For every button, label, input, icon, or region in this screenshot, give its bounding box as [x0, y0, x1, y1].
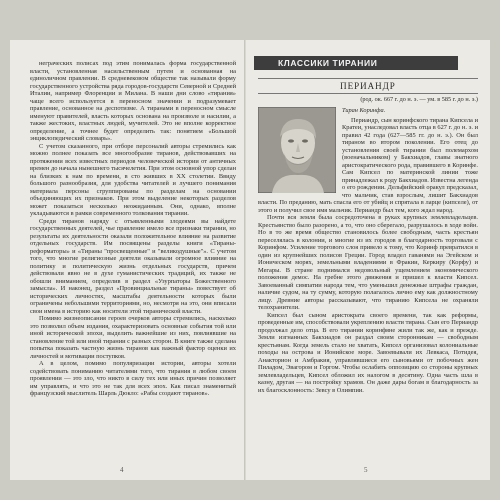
right-page-text [258, 107, 478, 394]
paragraph: Среди тиранов наряду с отъявленными злодеями вы найдете государственных деятелей, чье правление имело все признаки тирании, но результаты их деятельности оказали положительное влияние на развитие отдельных государств. Им посвящены разделы книги «Тираны-реформаторы» и «Тираны "просвещенные" и "великодушные"». С учетом того, что многие религиозные деятели оказывали огромное влияние на политику и политическую жизнь отдельных государств, причем действовали явно не в духе гуманистических традиций, их также не обошли вниманием, определив в раздел «Узурпаторы Божественного замысла». И наконец, раздел «Провинциальные тираны» повествует об исторических личностях, масштабы деятельности которых были ограничены небольшими территориями, но, несмотря на это, они вписали свои имена в историю как носители этой тиранической власти. [30, 217, 236, 315]
page-number-right: 5 [364, 466, 368, 474]
life-dates: (род. ок. 667 г. до н. э. — ум. в 585 г. до н. э.) [360, 96, 478, 103]
paragraph: С учетом сказанного, при отборе персоналий авторы стремились как можно полнее показать все многообразие тиранов, действовавших на протяжении всех известных периодов человеческой истории от античных времен до начала нынешнего тысячелетия. При этом основной упор сделан на близких к нам по времени, в сто живших в XX столетии. Ввиду большого разнообразия, для удобства читателей и лучшего понимания материала персоны сгруппированы по разделам на основании объединяющих их признаков. При этом выделение некоторых разделов может показаться несколько неожиданным. Они, однако, вполне укладываются в рамки современного толкования тирании. [30, 142, 236, 217]
portrait-bust-image [258, 107, 336, 193]
chapter-title: ПЕРИАНДР [340, 81, 396, 91]
paragraph: Периандр, сын коринфского тирана Кипсела и Кратеи, унаследовал власть отца в 627 г. до н. э. и правил 42 года (627—585 гг. до н. э.). Он был тираном во втором поколении. Его отец до установления своей тирании был полемархом (военачальником) у Бакхиадов, главы знатного аристократического рода, правившего в Коринфе. Сам Кипсел по материнской линии тоже принадлежал к роду Бакхиадов. Известна легенда о его рождении. Дельфийский оракул предсказал, что мальчик, став взрослым, лишит Бакхиадов власти. По преданию, мать спасла его от убийц и спрятала в ларце (кипселе), от этого и получил свое имя мальчик. Периандр был тем, кого ждал народ. [258, 116, 478, 214]
paragraph: Почти вся земля была сосредоточена в руках крупных землевладельцев. Крестьянство было разорено, а то, что оно сберегало, разрушалось в ходе войн. Но в то же время общество становилось более свободным, часть крестьян переселялась в колонии, и многие из их городов в благодарность торговали с Коринфом. Усиление торгового слоя привело к тому, что Коринф превратился в один из крупнейших полисов Греции. Город владел гаванями на Эгейском и Ионическом морях, земельными владениями в Фракии, Керкиру (Корфу) и Мегары. В стране поднимался недовольный ущемлением экономического положения демос. На гребне этого движения и пришел к власти Кипсел. Завоеванный симпатии народа тем, что уменьшил денежные штрафы граждан, наличие судом, на ту сумму, которую полагалось лично ему как должностному лицу. Древние авторы рассказывают, что тиранию Кипсела не охраняли телохранители. [258, 214, 478, 311]
section-header: КЛАССИКИ ТИРАНИИ [254, 56, 458, 70]
left-page [10, 40, 246, 480]
page-number-left: 4 [120, 466, 124, 474]
portrait-caption: Тиран Коринфа. [342, 107, 386, 114]
paragraph: А в целом, помимо популяризации истории, авторы хотели содействовать пониманию читателями того, что тирания в любом своем проявлении — это зло, что никто в силу тех или иных причин позволяет им управлять, и что это не так для всех эпох. Как писал знаменитый французский мыслитель Шарль Дюкло: «Рабы создают тиранов». [30, 360, 236, 397]
divider-line [258, 93, 478, 94]
left-page-text [30, 60, 236, 398]
right-page [246, 40, 490, 480]
divider-line [258, 78, 478, 79]
paragraph: Помимо жизнеописания героев очерков авторы стремились, насколько это позволил объем издания, охарактеризовать основные события той или иной исторической эпохи, выделить важнейшие из них, повлиявшие на становление той или иной тирании с разных сторон. В книге также сделана попытка показать частную жизнь тиранов как важный фактор оценки их личностей и мотивации поступков. [30, 315, 236, 360]
paragraph: Кипсел был сыном аристократа своего времени, так как реформы, проведенные им, способствовали укреплению власти тирана. Сын его Периандр продолжал дело отца. В его тирании коринфяне жили так же, как и прежде. Земли изгнанных Бакхиадов он раздал своим сторонникам — свободным крестьянам. Когда земель стало не хватать, Кипсел организовал колониальные походы на острова и Ионийское море. Завоевывали их Левкаса, Потидея, Анакторион и Амбракия, управлявшиеся его сыновьями от побочных жен Пиладом, Эвагором и Горгом. Чтобы ослабить оппозицию со стороны крупных землевладельцев, Кипсел обложил их налогом в десятину. Одна часть шла в казну, другая — на постройку храмов. Он даже дары богам в благодарность за их благосклонность: Зевсу в Олимпии. [258, 311, 478, 394]
paragraph: неграческих полисах под этим понималась форма государственной власти, установленная насильственным путем и основанная на единоличном правлении. В средневековом обществе так называли форму государственного устройства ряда городов-государств Северной и Средней Италии, например Флоренции и Милана. В наши дни слово «тирания» чаще всего используется в переносном значении и подразумевает правление, основанное на деспотизме. А тиранами в переносном смысле именуют правителей, власть которых основана на произволе и насилии, а также жестоких, властных людей, мучителей. Это не вполне корректное определение, а точнее будет определить так: понятием «Большой энциклопедический словарь». [30, 60, 236, 142]
